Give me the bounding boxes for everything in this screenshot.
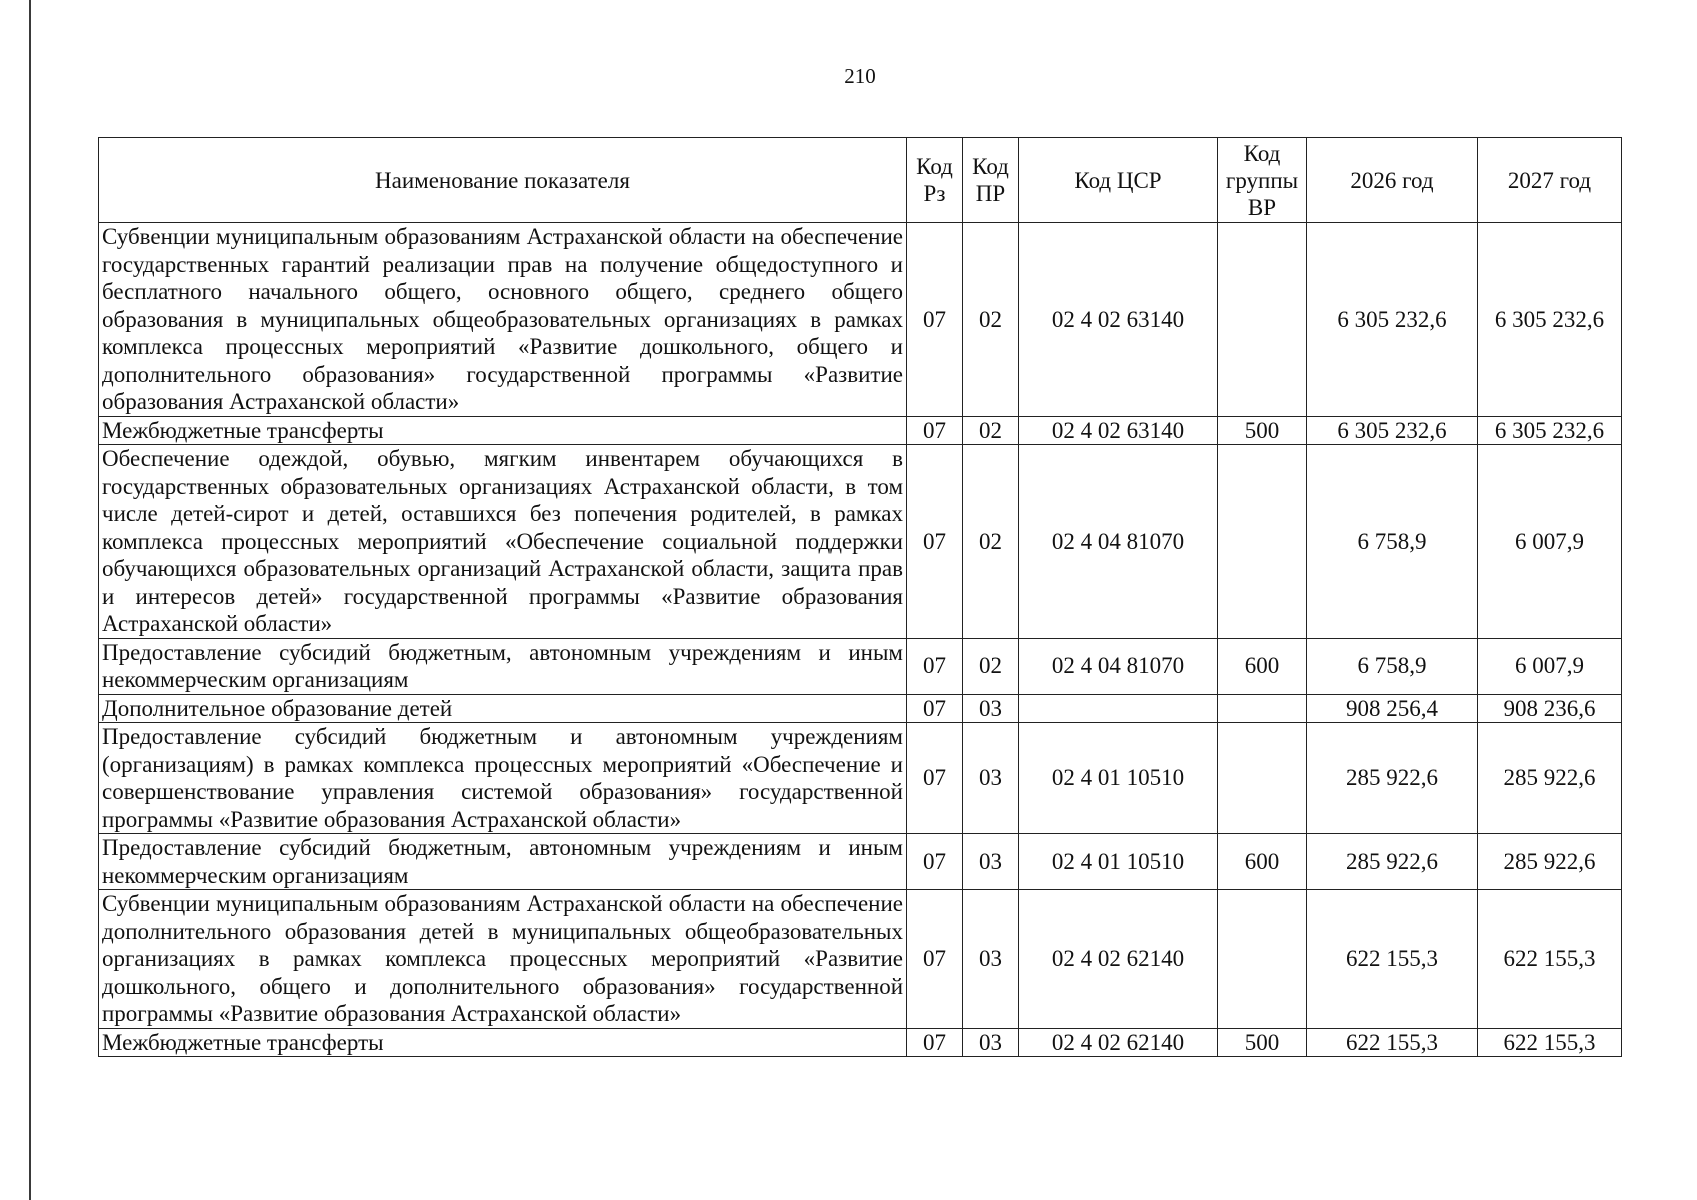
row-csr: 02 4 02 63140: [1019, 223, 1218, 417]
row-csr: 02 4 02 63140: [1019, 416, 1218, 445]
table-row: [99, 723, 1622, 834]
table-row: [99, 1028, 1622, 1057]
row-name: Дополнительное образование детей: [99, 694, 907, 723]
row-name: Предоставление субсидий бюджетным, автономным учреждениям и иным некоммерческим организациям: [99, 834, 907, 890]
table-row: [99, 638, 1622, 694]
row-name: Межбюджетные трансферты: [99, 1028, 907, 1057]
header-2027: 2027 год: [1478, 138, 1622, 223]
row-rz: 07: [907, 834, 963, 890]
row-2026: 6 305 232,6: [1307, 223, 1478, 417]
row-rz: 07: [907, 890, 963, 1029]
table-row: [99, 416, 1622, 445]
row-vr: 500: [1218, 1028, 1307, 1057]
table-header-row: [99, 138, 1622, 223]
row-csr: 02 4 02 62140: [1019, 1028, 1218, 1057]
row-2026: 622 155,3: [1307, 1028, 1478, 1057]
row-name: Предоставление субсидий бюджетным и автономным учреждениям (организациям) в рамках комплекса процессных мероприятий «Обеспечение и совершенствование управления системой образования» государственной программы «Развитие образования Астраханской области»: [99, 723, 907, 834]
row-vr: [1218, 723, 1307, 834]
row-2026: 285 922,6: [1307, 834, 1478, 890]
row-2027: 6 007,9: [1478, 445, 1622, 639]
table-row: [99, 834, 1622, 890]
header-2026: 2026 год: [1307, 138, 1478, 223]
row-pr: 03: [963, 890, 1019, 1029]
row-csr: 02 4 01 10510: [1019, 834, 1218, 890]
table-row: [99, 694, 1622, 723]
row-2027: 6 007,9: [1478, 638, 1622, 694]
row-2027: 285 922,6: [1478, 723, 1622, 834]
row-rz: 07: [907, 694, 963, 723]
row-vr: [1218, 445, 1307, 639]
row-vr: [1218, 890, 1307, 1029]
row-2026: 6 758,9: [1307, 445, 1478, 639]
header-rz: Код Рз: [907, 138, 963, 223]
row-pr: 03: [963, 834, 1019, 890]
row-csr: 02 4 04 81070: [1019, 638, 1218, 694]
row-2027: 622 155,3: [1478, 890, 1622, 1029]
row-2027: 622 155,3: [1478, 1028, 1622, 1057]
row-csr: [1019, 694, 1218, 723]
row-vr: 500: [1218, 416, 1307, 445]
row-pr: 03: [963, 723, 1019, 834]
row-2026: 622 155,3: [1307, 890, 1478, 1029]
row-csr: 02 4 04 81070: [1019, 445, 1218, 639]
row-pr: 02: [963, 416, 1019, 445]
page-number: 210: [844, 64, 876, 88]
header-name: Наименование показателя: [99, 138, 907, 223]
row-csr: 02 4 01 10510: [1019, 723, 1218, 834]
row-rz: 07: [907, 445, 963, 639]
table-row: [99, 223, 1622, 417]
row-vr: 600: [1218, 834, 1307, 890]
row-name: Предоставление субсидий бюджетным, автономным учреждениям и иным некоммерческим организациям: [99, 638, 907, 694]
row-name: Обеспечение одеждой, обувью, мягким инвентарем обучающихся в государственных образовательных организациях Астраханской области, в том числе детей-сирот и детей, оставшихся без попечения родителей, в рамках комплекса процессных мероприятий «Обеспечение социальной поддержки обучающихся образовательных организаций Астраханской области, защита прав и интересов детей» государственной программы «Развитие образования Астраханской области»: [99, 445, 907, 639]
row-2026: 908 256,4: [1307, 694, 1478, 723]
row-csr: 02 4 02 62140: [1019, 890, 1218, 1029]
table-row: [99, 890, 1622, 1029]
row-pr: 02: [963, 445, 1019, 639]
table-row: [99, 445, 1622, 639]
row-pr: 02: [963, 638, 1019, 694]
header-csr: Код ЦСР: [1019, 138, 1218, 223]
row-2027: 908 236,6: [1478, 694, 1622, 723]
row-rz: 07: [907, 638, 963, 694]
row-pr: 02: [963, 223, 1019, 417]
row-rz: 07: [907, 416, 963, 445]
row-name: Субвенции муниципальным образованиям Астраханской области на обеспечение дополнительного образования детей в муниципальных общеобразовательных организациях в рамках комплекса процессных мероприятий «Развитие дошкольного, общего и дополнительного образования» государственной программы «Развитие образования Астраханской области»: [99, 890, 907, 1029]
row-rz: 07: [907, 223, 963, 417]
row-2027: 6 305 232,6: [1478, 416, 1622, 445]
header-pr: Код ПР: [963, 138, 1019, 223]
row-pr: 03: [963, 1028, 1019, 1057]
row-2026: 285 922,6: [1307, 723, 1478, 834]
row-vr: [1218, 694, 1307, 723]
row-vr: [1218, 223, 1307, 417]
row-vr: 600: [1218, 638, 1307, 694]
row-rz: 07: [907, 1028, 963, 1057]
row-pr: 03: [963, 694, 1019, 723]
row-rz: 07: [907, 723, 963, 834]
row-name: Субвенции муниципальным образованиям Астраханской области на обеспечение государственных гарантий реализации прав на получение общедоступного и бесплатного начального общего, основного общего, среднего общего образования в муниципальных общеобразовательных организациях в рамках комплекса процессных мероприятий «Развитие дошкольного, общего и дополнительного образования» государственной программы «Развитие образования Астраханской области»: [99, 223, 907, 417]
row-2027: 285 922,6: [1478, 834, 1622, 890]
row-2026: 6 758,9: [1307, 638, 1478, 694]
row-2026: 6 305 232,6: [1307, 416, 1478, 445]
page-binding-line: [29, 0, 31, 1200]
budget-table: [98, 137, 1622, 1057]
header-vr: Код группы ВР: [1218, 138, 1307, 223]
row-2027: 6 305 232,6: [1478, 223, 1622, 417]
row-name: Межбюджетные трансферты: [99, 416, 907, 445]
